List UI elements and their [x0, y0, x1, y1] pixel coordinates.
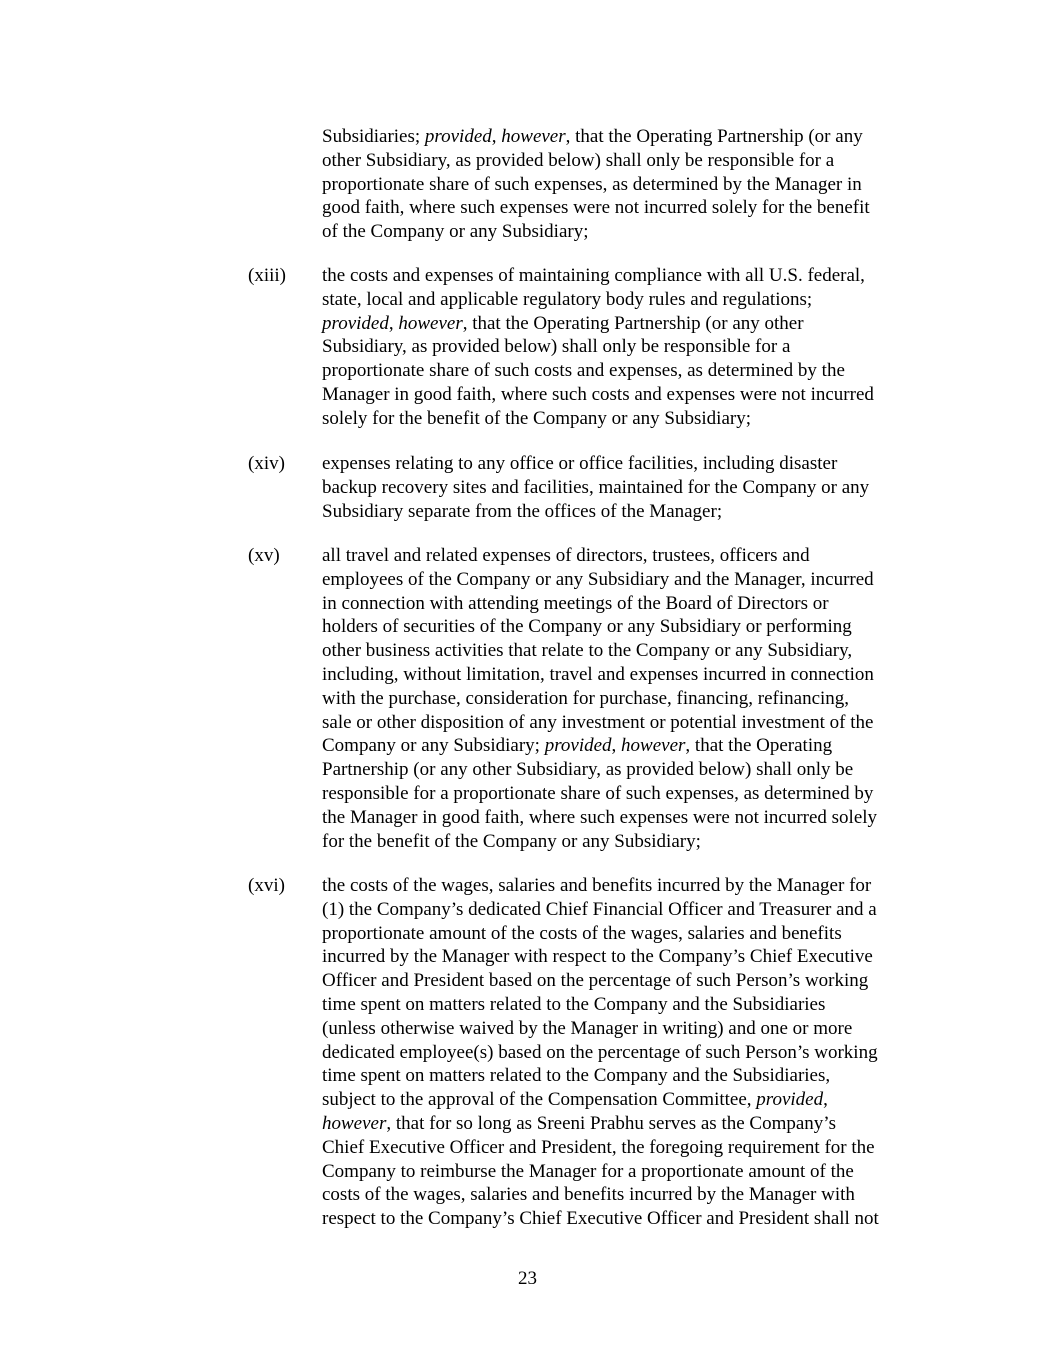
text-line: dedicated employee(s) based on the percentage of such Person’s working — [322, 1041, 878, 1063]
text-line: Company or any Subsidiary; provided, however, that the Operating — [322, 735, 833, 757]
text-line: time spent on matters related to the Company and the Subsidiaries — [322, 993, 826, 1015]
italic-text: however — [501, 126, 566, 147]
text-line: Partnership (or any other Subsidiary, as provided below) shall only be — [322, 759, 854, 781]
text-line: the costs of the wages, salaries and benefits incurred by the Manager for — [322, 875, 872, 896]
text-line: Subsidiaries; provided, however, that the Operating Partnership (or any — [322, 126, 863, 147]
text-line: all travel and related expenses of directors, trustees, officers and — [322, 545, 810, 566]
text-line: provided, however, that the Operating Partnership (or any other — [322, 312, 804, 334]
text-line: however, that for so long as Sreeni Prabhu serves as the Company’s — [322, 1112, 836, 1134]
text-line: proportionate amount of the costs of the wages, salaries and benefits — [322, 922, 842, 944]
italic-text: however — [398, 312, 463, 334]
text-line: other business activities that relate to the Company or any Subsidiary, — [322, 640, 853, 662]
italic-text: provided — [322, 312, 389, 334]
text-line: with the purchase, consideration for purchase, financing, refinancing, — [322, 687, 850, 709]
clause-label-xv: (xv) — [248, 545, 280, 566]
text-line: other Subsidiary, as provided below) shall only be responsible for a — [322, 149, 835, 171]
clause-label-xvi: (xvi) — [248, 875, 285, 896]
text-line: proportionate share of such costs and expenses, as determined by the — [322, 360, 845, 382]
italic-text: however — [621, 735, 686, 757]
text-line: expenses relating to any office or office facilities, including disaster — [322, 453, 838, 474]
clause-text-xiii — [322, 264, 942, 431]
text-line: including, without limitation, travel and expenses incurred in connection — [322, 663, 874, 685]
text-line: Subsidiary separate from the offices of the Manager; — [322, 500, 723, 522]
text-line: Subsidiary, as provided below) shall only be responsible for a — [322, 336, 791, 358]
italic-text: provided — [544, 735, 612, 757]
text-line: holders of securities of the Company or any Subsidiary or performing — [322, 616, 852, 638]
text-line: respect to the Company’s Chief Executive Officer and President shall not — [322, 1208, 879, 1230]
text-line: state, local and applicable regulatory body rules and regulations; — [322, 288, 813, 310]
text-line: Chief Executive Officer and President, the foregoing requirement for the — [322, 1136, 875, 1158]
text-line: Company to reimburse the Manager for a proportionate amount of the — [322, 1160, 854, 1182]
text-line: employees of the Company or any Subsidiary and the Manager, incurred — [322, 568, 874, 590]
clause-label-xiii: (xiii) — [248, 265, 286, 286]
text-line: (unless otherwise waived by the Manager in writing) and one or more — [322, 1017, 853, 1039]
text-line: Manager in good faith, where such costs and expenses were not incurred — [322, 383, 874, 405]
clause-text-xiv — [322, 452, 942, 523]
text-line: Officer and President based on the percentage of such Person’s working — [322, 970, 869, 992]
italic-text: provided — [424, 126, 492, 147]
clause-text-xvi — [322, 874, 942, 1231]
text-line: responsible for a proportionate share of such expenses, as determined by — [322, 782, 874, 804]
clause-text-xv — [322, 544, 942, 853]
italic-text: however — [322, 1112, 387, 1134]
text-line: (1) the Company’s dedicated Chief Financial Officer and Treasurer and a — [322, 898, 877, 920]
text-line: the Manager in good faith, where such expenses were not incurred solely — [322, 806, 878, 828]
text-line: subject to the approval of the Compensation Committee, provided, — [322, 1089, 828, 1111]
text-line: solely for the benefit of the Company or any Subsidiary; — [322, 407, 751, 429]
text-line: in connection with attending meetings of the Board of Directors or — [322, 592, 829, 614]
text-line: of the Company or any Subsidiary; — [322, 221, 589, 243]
text-line: backup recovery sites and facilities, maintained for the Company or any — [322, 476, 870, 498]
page-number: 23 — [518, 1268, 537, 1289]
text-line: costs of the wages, salaries and benefits incurred by the Manager with — [322, 1184, 855, 1206]
text-line: for the benefit of the Company or any Subsidiary; — [322, 830, 701, 852]
clause-label-xiv: (xiv) — [248, 453, 285, 474]
text-line: the costs and expenses of maintaining compliance with all U.S. federal, — [322, 265, 865, 286]
text-line: time spent on matters related to the Company and the Subsidiaries, — [322, 1065, 831, 1087]
italic-text: provided — [756, 1089, 824, 1111]
text-line: good faith, where such expenses were not incurred solely for the benefit — [322, 197, 870, 219]
text-line: sale or other disposition of any investment or potential investment of the — [322, 711, 874, 733]
text-line: proportionate share of such expenses, as determined by the Manager in — [322, 173, 862, 195]
continuation-paragraph — [322, 125, 942, 244]
text-line: incurred by the Manager with respect to the Company’s Chief Executive — [322, 946, 873, 968]
